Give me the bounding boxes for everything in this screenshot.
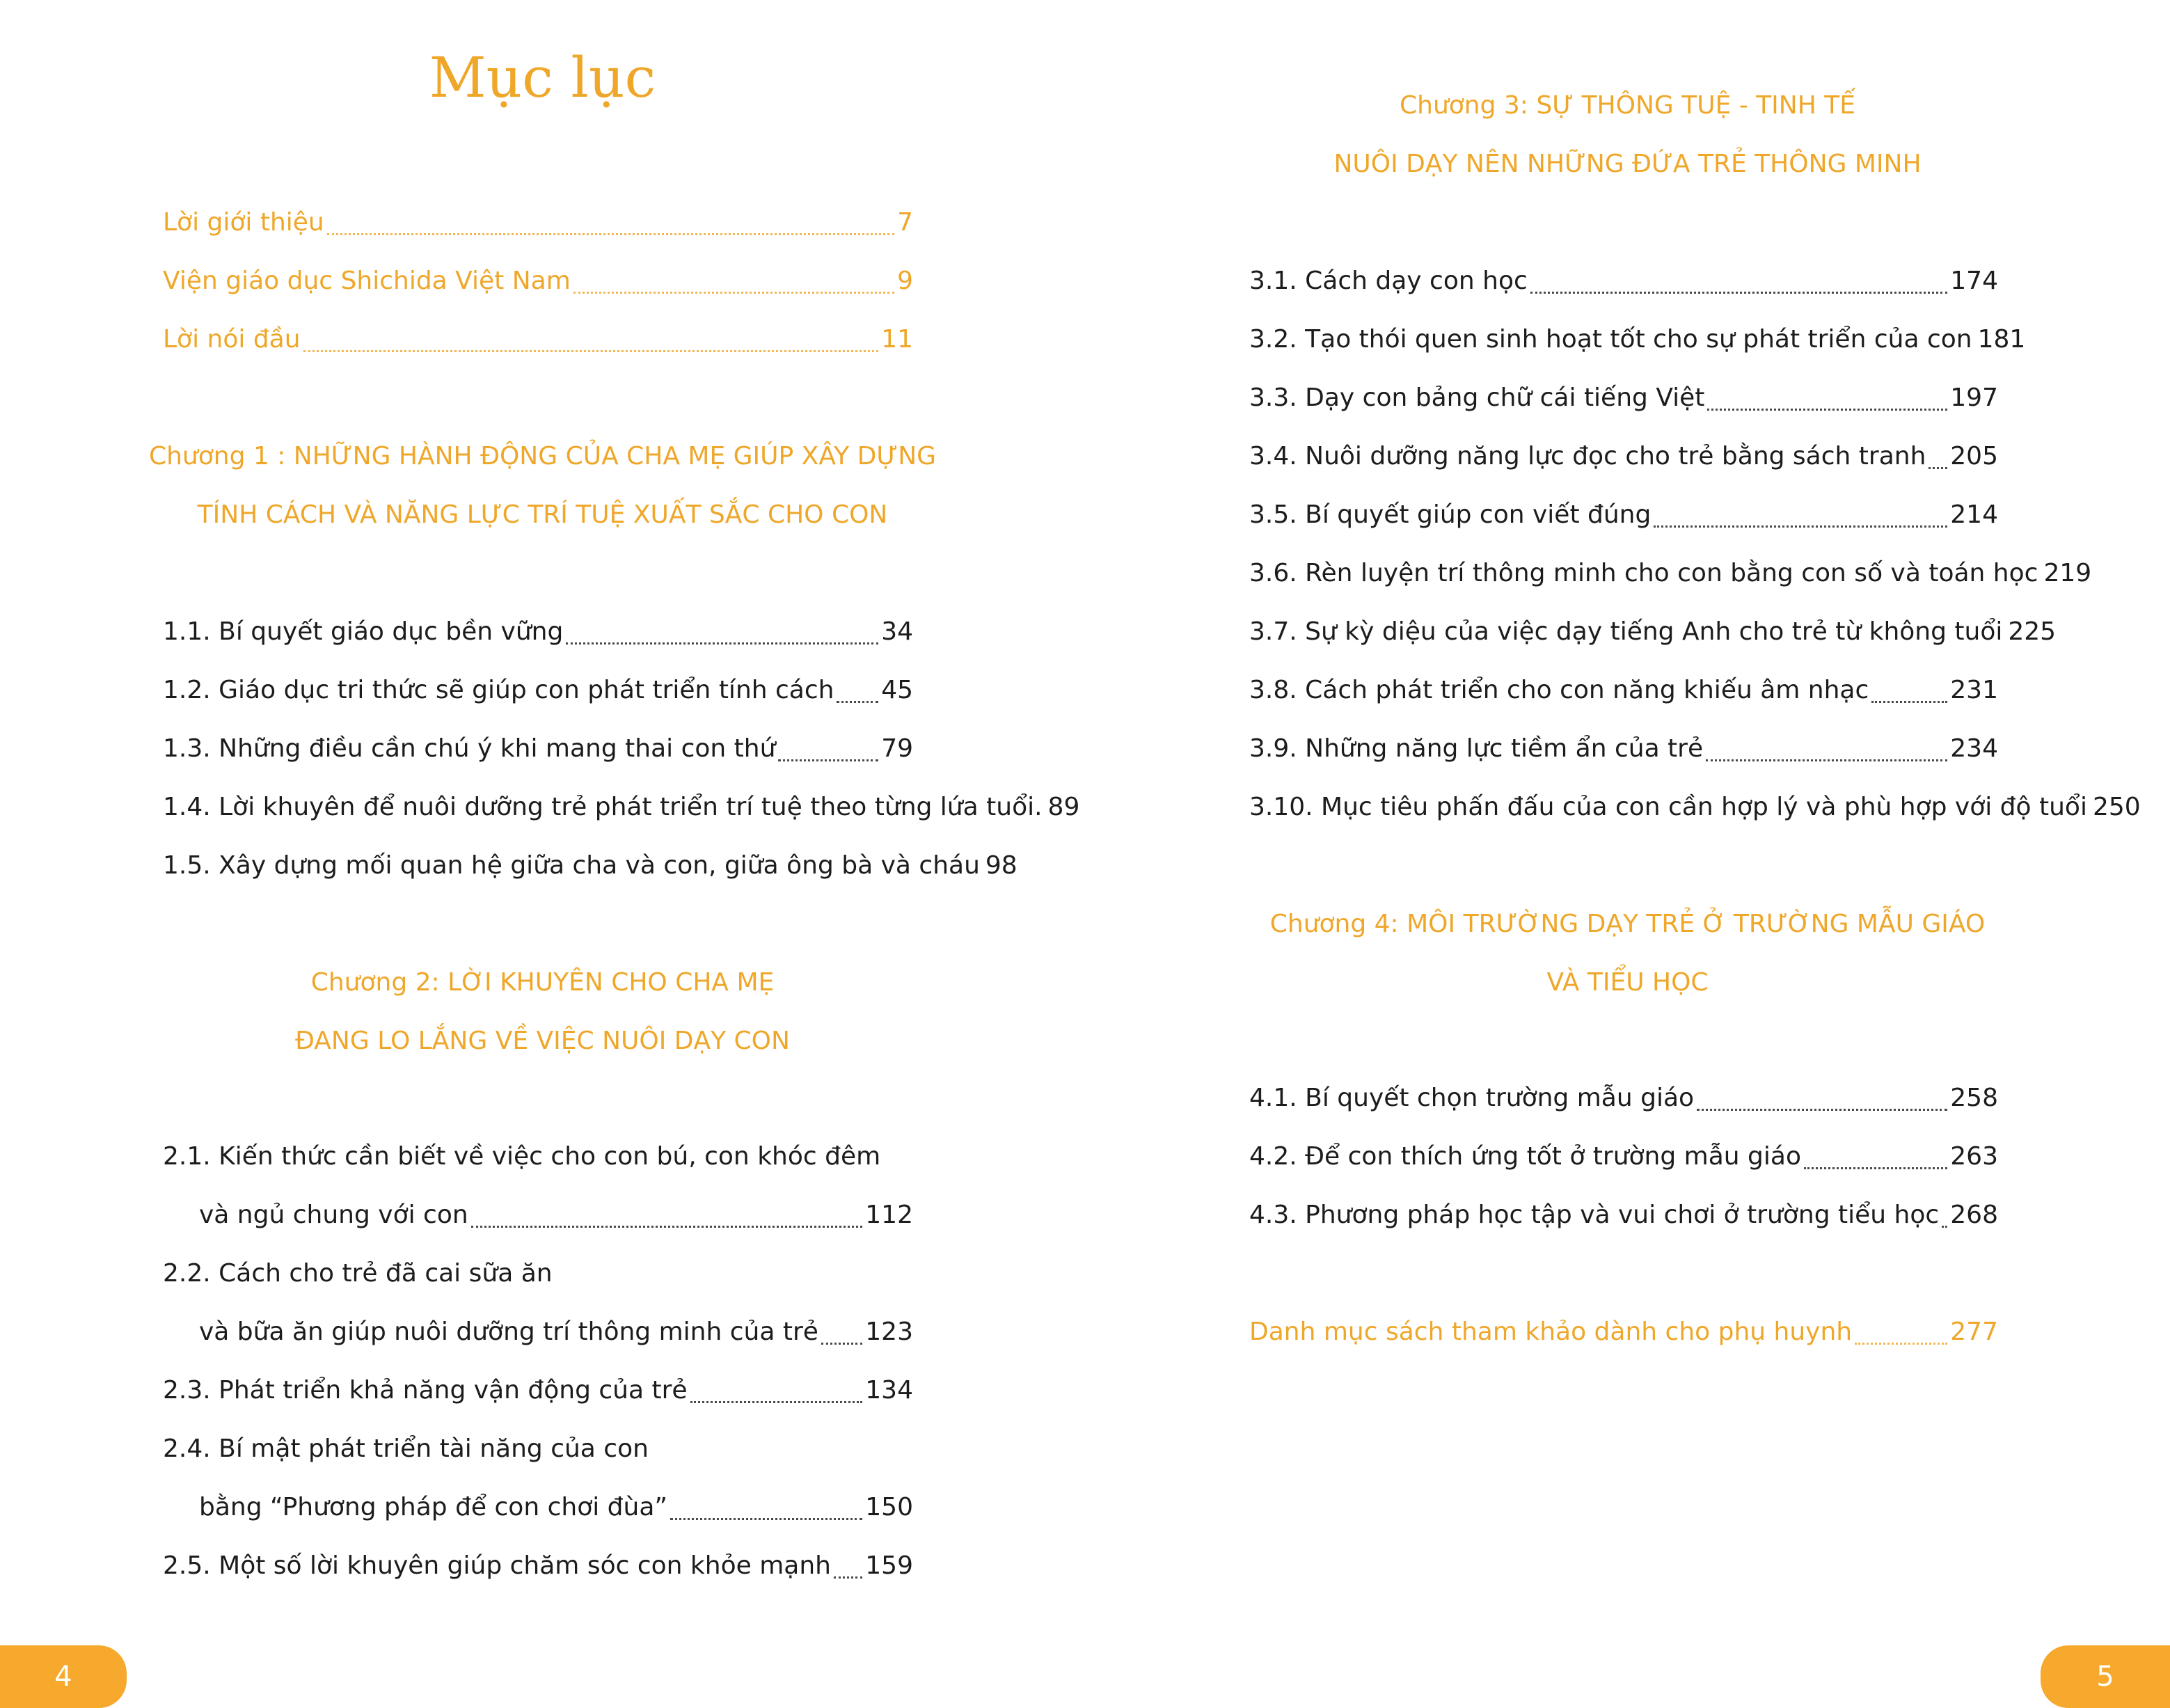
toc-entry-page: 112 <box>865 1201 913 1229</box>
toc-entry-page: 263 <box>1950 1142 1998 1171</box>
toc-entry[interactable] <box>163 1361 913 1420</box>
toc-entry[interactable] <box>163 837 1017 895</box>
toc-entry-label: 3.9. Những năng lực tiềm ẩn của trẻ <box>1249 734 1704 763</box>
leader-dots <box>821 1343 862 1345</box>
toc-entry-label: Lời nói đầu <box>163 325 301 354</box>
toc-entry-label: 4.3. Phương pháp học tập và vui chơi ở trường tiểu học <box>1249 1201 1940 1229</box>
chapter2-heading-line2: ĐANG LO LẮNG VỀ VIỆC NUÔI DẠY CON <box>295 1027 790 1055</box>
toc-entry-page: 225 <box>2008 617 2057 646</box>
intro-list <box>163 193 913 369</box>
toc-entry[interactable] <box>163 661 913 720</box>
toc-entry-label: 2.1. Kiến thức cần biết về việc cho con bú, con khóc đêm <box>163 1142 881 1171</box>
leader-dots <box>837 701 878 703</box>
toc-entry-label: Lời giới thiệu <box>163 208 324 237</box>
leader-dots <box>1654 525 1947 528</box>
toc-entry[interactable] <box>1249 310 2026 369</box>
toc-entry[interactable] <box>163 1303 913 1361</box>
toc-entry-label: 3.6. Rèn luyện trí thông minh cho con bằng con số và toán học <box>1249 559 2038 587</box>
toc-entry[interactable] <box>163 1128 913 1186</box>
toc-entry-page: 258 <box>1950 1084 1998 1112</box>
toc-entry-label: 2.5. Một số lời khuyên giúp chăm sóc con khỏe mạnh <box>163 1551 831 1580</box>
toc-entry[interactable] <box>163 1186 913 1244</box>
page-number-right: 5 <box>2041 1645 2170 1708</box>
toc-entry[interactable] <box>1249 252 1998 310</box>
toc-entry-page: 205 <box>1950 442 1998 471</box>
toc-entry-page: 150 <box>865 1493 913 1521</box>
leader-dots <box>1929 467 1947 469</box>
toc-entry[interactable] <box>163 1420 913 1478</box>
chapter3-list <box>1249 252 2141 837</box>
toc-entry-label: 1.3. Những điều cần chú ý khi mang thai con thứ <box>163 734 776 763</box>
toc-entry-label: 2.4. Bí mật phát triển tài năng của con <box>163 1434 649 1463</box>
toc-entry-label: 3.10. Mục tiêu phấn đấu của con cần hợp lý và phù hợp với độ tuổi <box>1249 793 2087 821</box>
toc-entry-page: 9 <box>897 267 913 295</box>
toc-entry-page: 123 <box>865 1318 913 1346</box>
toc-entry-label: và ngủ chung với con <box>199 1201 468 1229</box>
toc-entry[interactable] <box>1249 778 2141 837</box>
toc-entry-label: Danh mục sách tham khảo dành cho phụ huynh <box>1249 1318 1853 1346</box>
leader-dots <box>778 759 878 761</box>
toc-entry[interactable] <box>163 1537 913 1595</box>
toc-entry-page: 277 <box>1950 1318 1998 1346</box>
toc-entry-label: và bữa ăn giúp nuôi dưỡng trí thông minh của trẻ <box>199 1318 818 1346</box>
toc-entry-page: 45 <box>881 676 913 704</box>
toc-entry-page: 214 <box>1950 500 1998 529</box>
toc-entry-label: 3.2. Tạo thói quen sinh hoạt tốt cho sự phát triển của con <box>1249 325 1972 354</box>
leader-dots <box>1855 1343 1947 1345</box>
chapter4-heading-line2: VÀ TIỂU HỌC <box>1546 968 1709 997</box>
toc-entry-label: 2.2. Cách cho trẻ đã cai sữa ăn <box>163 1259 553 1288</box>
chapter1-heading-line2: TÍNH CÁCH VÀ NĂNG LỰC TRÍ TUỆ XUẤT SẮC CHO CON <box>197 500 888 529</box>
toc-entry-label: 3.7. Sự kỳ diệu của việc dạy tiếng Anh cho trẻ từ không tuổi <box>1249 617 2003 646</box>
page-number-left: 4 <box>0 1645 127 1708</box>
toc-entry-label: Viện giáo dục Shichida Việt Nam <box>163 267 571 295</box>
toc-entry-institute[interactable] <box>163 252 913 310</box>
toc-entry-label: 3.5. Bí quyết giúp con viết đúng <box>1249 500 1652 529</box>
leader-dots <box>303 350 879 352</box>
bibliography-list <box>1249 1303 1998 1361</box>
chapter3-heading-line1: Chương 3: SỰ THÔNG TUỆ - TINH TẾ <box>1400 91 1855 120</box>
toc-entry-page: 268 <box>1950 1201 1998 1229</box>
toc-entry-page: 250 <box>2092 793 2141 821</box>
toc-entry-page: 219 <box>2043 559 2092 587</box>
toc-entry-page: 159 <box>865 1551 913 1580</box>
toc-entry-page: 7 <box>897 208 913 237</box>
toc-entry-label: bằng “Phương pháp để con chơi đùa” <box>199 1493 668 1521</box>
toc-entry[interactable] <box>163 603 913 661</box>
toc-entry-page: 197 <box>1950 383 1998 412</box>
toc-entry[interactable] <box>1249 427 1998 486</box>
toc-entry-label: 3.3. Dạy con bảng chữ cái tiếng Việt <box>1249 383 1705 412</box>
toc-entry-label: 4.1. Bí quyết chọn trường mẫu giáo <box>1249 1084 1695 1112</box>
leader-dots <box>1530 292 1948 294</box>
chapter2-list <box>163 1128 913 1595</box>
toc-entry-page: 174 <box>1950 267 1998 295</box>
toc-entry-label: 1.1. Bí quyết giáo dục bền vững <box>163 617 564 646</box>
toc-entry[interactable] <box>1249 486 1998 544</box>
toc-entry[interactable] <box>1249 1186 1998 1244</box>
toc-entry-page: 11 <box>881 325 913 354</box>
leader-dots <box>471 1226 863 1228</box>
toc-entry-label: 4.2. Để con thích ứng tốt ở trường mẫu giáo <box>1249 1142 1801 1171</box>
toc-entry[interactable] <box>163 1244 913 1303</box>
chapter4-heading-line1: Chương 4: MÔI TRƯỜNG DẠY TRẺ Ở TRƯỜNG MẪU GIÁO <box>1269 910 1986 938</box>
toc-entry-label: 1.4. Lời khuyên để nuôi dưỡng trẻ phát triển trí tuệ theo từng lứa tuổi. <box>163 793 1043 821</box>
toc-entry-page: 181 <box>1977 325 2026 354</box>
toc-entry-label: 3.1. Cách dạy con học <box>1249 267 1528 295</box>
leader-dots <box>1871 701 1947 703</box>
toc-entry[interactable] <box>1249 544 2092 603</box>
toc-entry-page: 134 <box>865 1376 913 1405</box>
toc-entry-page: 34 <box>881 617 913 646</box>
toc-entry-label: 2.3. Phát triển khả năng vận động của trẻ <box>163 1376 688 1405</box>
toc-entry-page: 231 <box>1950 676 1998 704</box>
toc-entry-label: 1.5. Xây dựng mối quan hệ giữa cha và con, giữa ông bà và cháu <box>163 851 980 880</box>
leader-dots <box>1707 409 1947 411</box>
leader-dots <box>670 1518 862 1520</box>
toc-entry[interactable] <box>1249 661 1998 720</box>
chapter1-list <box>163 603 1080 895</box>
toc-entry-label: 3.4. Nuôi dưỡng năng lực đọc cho trẻ bằng sách tranh <box>1249 442 1926 471</box>
toc-entry[interactable] <box>1249 369 1998 427</box>
toc-entry-bibliography[interactable] <box>1249 1303 1998 1361</box>
toc-entry-label: 3.8. Cách phát triển cho con năng khiếu âm nhạc <box>1249 676 1869 704</box>
leader-dots <box>834 1576 862 1579</box>
toc-entry[interactable] <box>1249 1069 1998 1128</box>
chapter3-heading-line2: NUÔI DẠY NÊN NHỮNG ĐỨA TRẺ THÔNG MINH <box>1333 150 1922 178</box>
toc-entry[interactable] <box>163 778 1080 837</box>
toc-entry-label: 1.2. Giáo dục tri thức sẽ giúp con phát triển tính cách <box>163 676 834 704</box>
toc-entry-intro[interactable] <box>163 193 913 252</box>
toc-entry[interactable] <box>1249 1128 1998 1186</box>
page-title: Mục lục <box>429 45 656 110</box>
leader-dots <box>1697 1109 1947 1111</box>
toc-entry-preface[interactable] <box>163 310 913 369</box>
chapter2-heading-line1: Chương 2: LỜI KHUYÊN CHO CHA MẸ <box>310 968 775 997</box>
leader-dots <box>327 233 894 235</box>
leader-dots <box>573 292 894 294</box>
toc-entry-page: 98 <box>985 851 1017 880</box>
leader-dots <box>1706 759 1947 761</box>
toc-entry[interactable] <box>1249 720 1998 778</box>
chapter1-heading-line1: Chương 1 : NHỮNG HÀNH ĐỘNG CỦA CHA MẸ GIÚP XÂY DỰNG <box>148 442 937 471</box>
leader-dots <box>566 642 878 645</box>
leader-dots <box>1942 1226 1947 1228</box>
toc-entry[interactable] <box>163 1478 913 1537</box>
toc-entry-page: 234 <box>1950 734 1998 763</box>
right-page <box>1085 0 2170 1708</box>
chapter4-list <box>1249 1069 1998 1244</box>
toc-entry[interactable] <box>163 720 913 778</box>
toc-entry[interactable] <box>1249 603 2057 661</box>
toc-entry-page: 79 <box>881 734 913 763</box>
leader-dots <box>690 1401 863 1403</box>
toc-entry-page: 89 <box>1047 793 1080 821</box>
leader-dots <box>1804 1167 1947 1169</box>
